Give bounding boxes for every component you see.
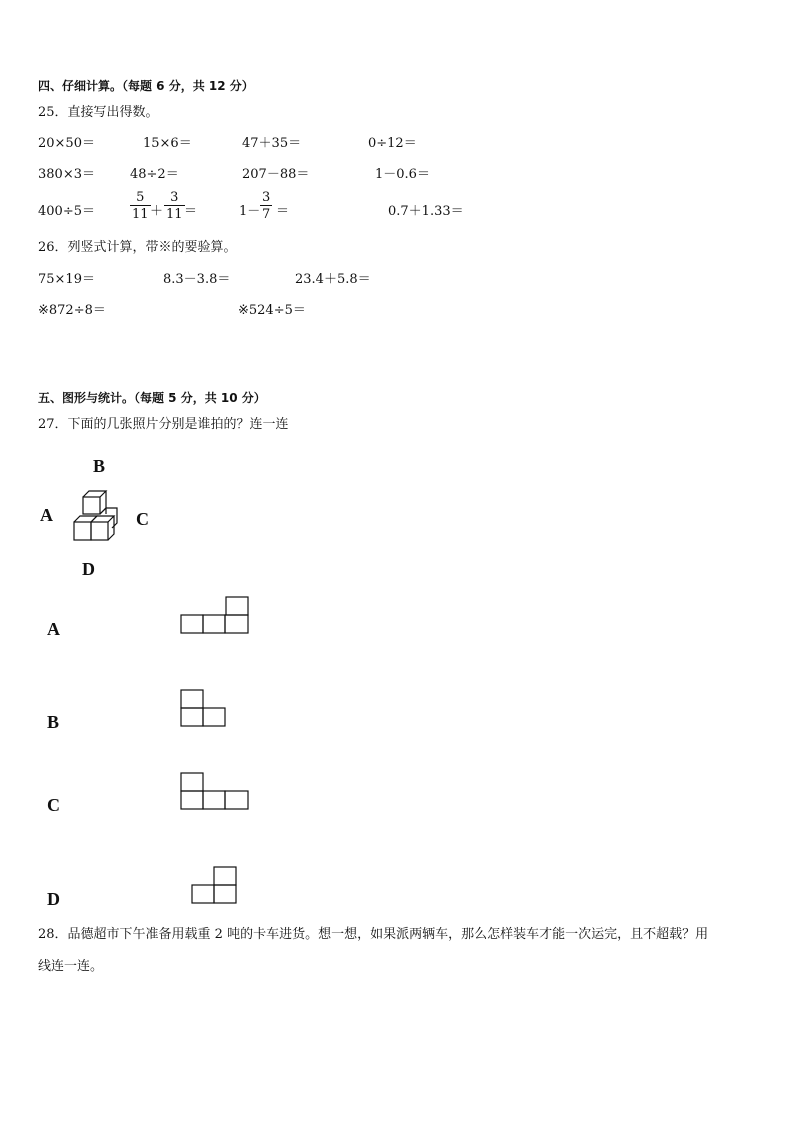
q25-expr: 0÷12＝	[368, 136, 417, 151]
fraction-numerator: 3	[262, 190, 271, 205]
photo-label-b: B	[47, 712, 60, 732]
equals-sign: ＝	[184, 204, 198, 219]
photo-label-a: A	[47, 619, 60, 639]
q25-expr: 15×6＝	[143, 136, 192, 151]
photo-b-figure	[180, 689, 230, 729]
viewer-label-d: D	[82, 559, 95, 579]
plus-sign: ＋	[150, 204, 164, 219]
cube-stack-figure	[72, 490, 122, 542]
question-28-line2: 线连一连。	[38, 959, 104, 974]
photo-c-figure	[180, 772, 250, 812]
viewer-label-c: C	[136, 509, 149, 529]
fraction-denominator: 11	[166, 207, 183, 222]
photo-d-figure	[191, 866, 241, 906]
q25-expr: 0.7＋1.33＝	[388, 204, 464, 219]
question-27-text: 27．下面的几张照片分别是谁拍的？连一连	[38, 417, 289, 432]
q25-expr: 47＋35＝	[242, 136, 302, 151]
q25-expr: 20×50＝	[38, 136, 95, 151]
viewer-label-b: B	[93, 456, 106, 476]
q26-expr: 75×19＝	[38, 272, 95, 287]
photo-a-figure	[180, 596, 250, 636]
fraction-numerator: 3	[170, 190, 179, 205]
one-minus: 1－	[239, 204, 261, 219]
question-26-text: 26．列竖式计算，带※的要验算。	[38, 240, 237, 255]
photo-label-d: D	[47, 889, 60, 909]
fraction-denominator: 7	[262, 207, 271, 222]
fraction-denominator: 11	[132, 207, 149, 222]
q26-expr: ※524÷5＝	[238, 303, 306, 318]
q26-expr: 8.3－3.8＝	[163, 272, 231, 287]
question-28-line1: 28．品德超市下午准备用载重 2 吨的卡车进货。想一想，如果派两辆车，那么怎样装车才能一次运完，且不超载？用	[38, 927, 709, 942]
viewer-label-a: A	[40, 505, 53, 525]
fraction	[260, 190, 272, 222]
q25-expr: 48÷2＝	[130, 167, 179, 182]
q25-expr: 380×3＝	[38, 167, 95, 182]
question-25-text: 25．直接写出得数。	[38, 105, 159, 120]
photo-label-c: C	[47, 795, 60, 815]
fraction	[164, 190, 185, 222]
q25-expr: 207－88＝	[242, 167, 310, 182]
section-4-title: 四、仔细计算。（每题 6 分，共 12 分）	[38, 79, 254, 93]
fraction-numerator: 5	[136, 190, 145, 205]
q25-expr: 1－0.6＝	[375, 167, 430, 182]
q25-expr: 400÷5＝	[38, 204, 95, 219]
q26-expr: ※872÷8＝	[38, 303, 106, 318]
fraction	[130, 190, 151, 222]
q26-expr: 23.4＋5.8＝	[295, 272, 371, 287]
equals-sign: ＝	[276, 204, 290, 219]
section-5-title: 五、图形与统计。（每题 5 分，共 10 分）	[38, 391, 266, 405]
